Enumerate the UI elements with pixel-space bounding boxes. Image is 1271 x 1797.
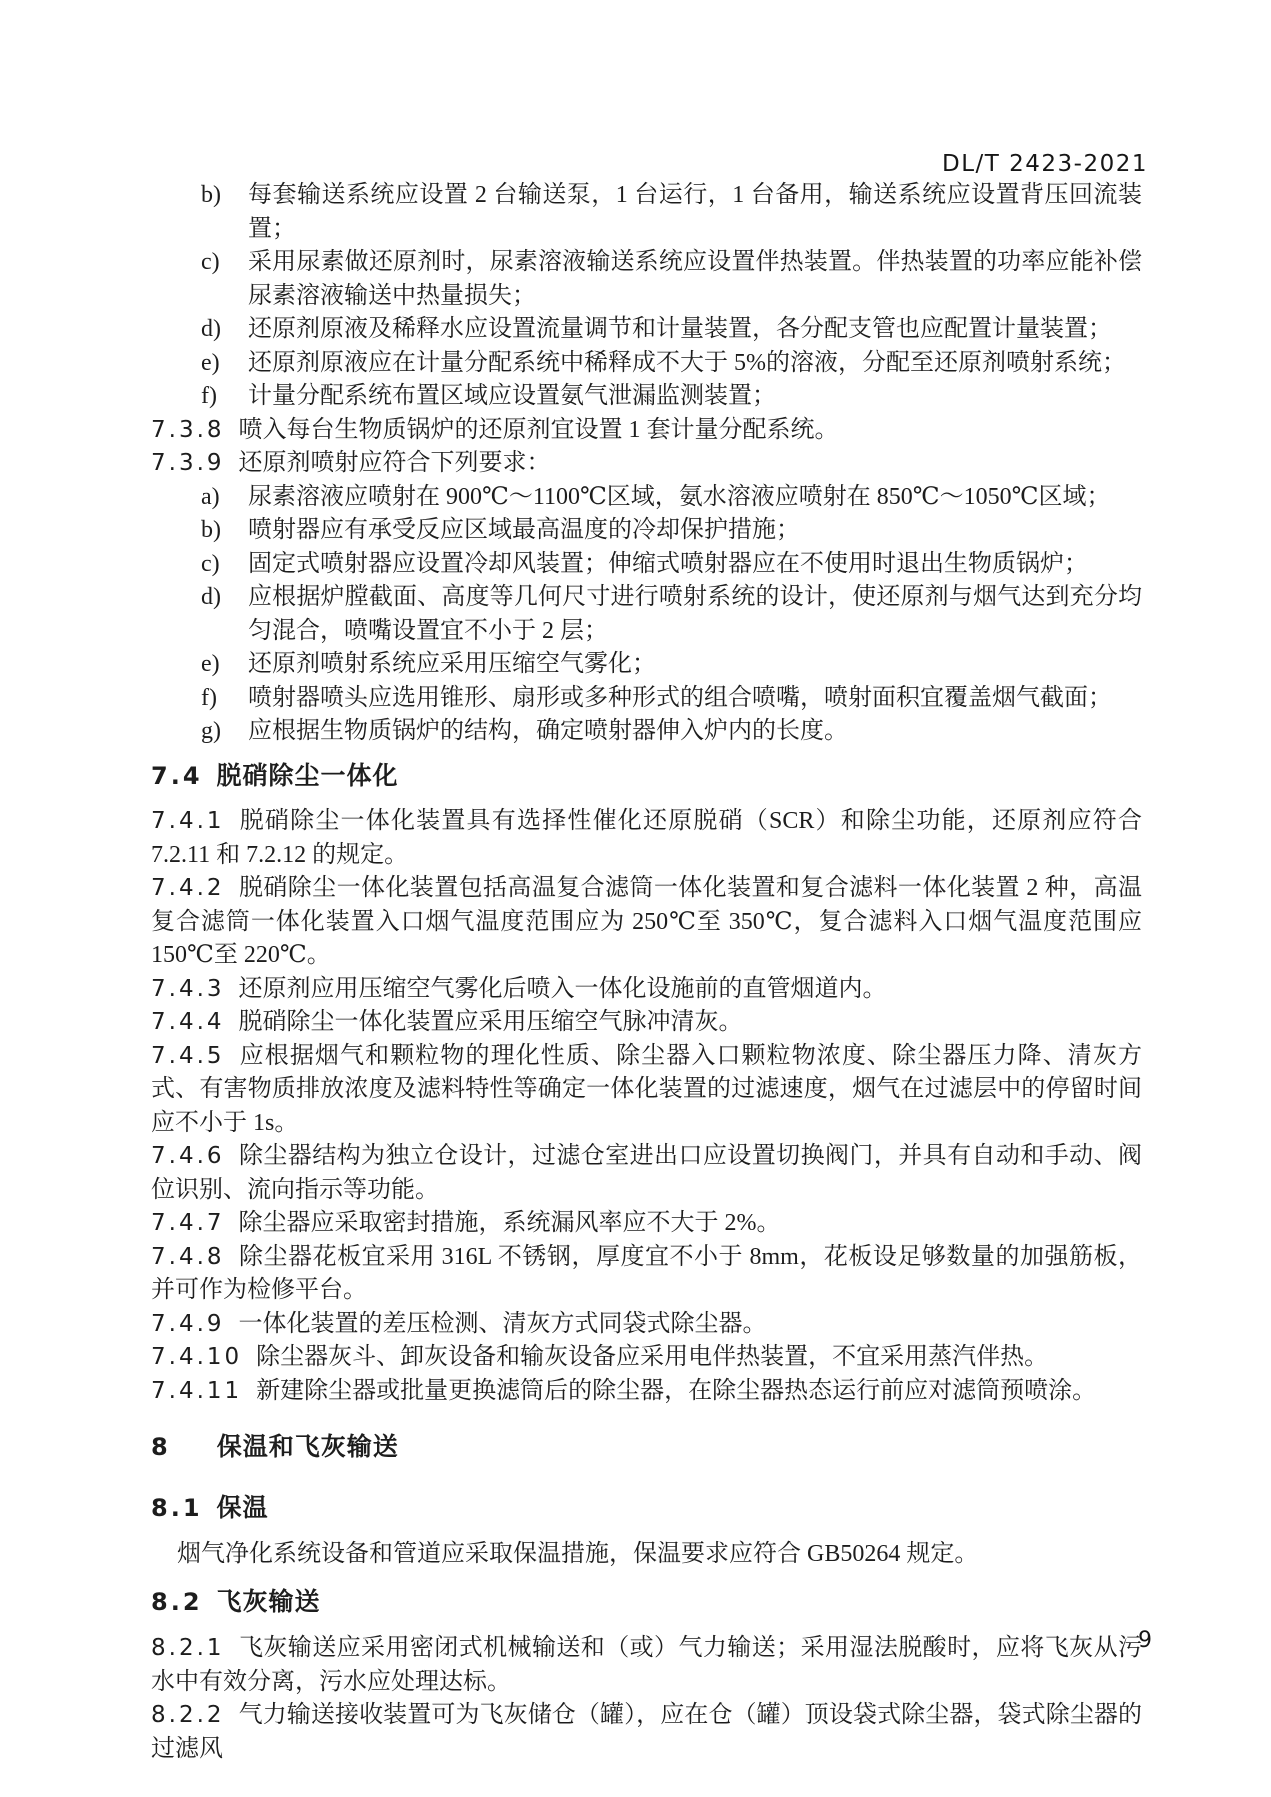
clause-number: 7.4.5 — [151, 1042, 225, 1069]
clause-text: 新建除尘器或批量更换滤筒后的除尘器，在除尘器热态运行前应对滤筒预喷涂。 — [256, 1377, 1097, 1404]
clause-text: 脱硝除尘一体化装置包括高温复合滤筒一体化装置和复合滤料一体化装置 2 种，高温复合滤筒一体化装置入口烟气温度范围应为 250℃至 350℃，复合滤料入口烟气温度范围应 150℃至 220℃。 — [151, 875, 1142, 968]
section-title: 脱硝除尘一体化 — [216, 760, 399, 790]
clause-number: 7.4.4 — [151, 1009, 225, 1035]
item-text: 喷射器应有承受反应区域最高温度的冷却保护措施； — [248, 517, 800, 543]
item-label: g) — [201, 718, 221, 744]
list-item-c — [151, 246, 1142, 313]
list-item-d2 — [151, 581, 1142, 648]
item-text: 还原剂喷射系统应采用压缩空气雾化； — [248, 651, 656, 677]
item-text: 每套输送系统应设置 2 台输送泵，1 台运行，1 台备用，输送系统应设置背压回流装置； — [248, 182, 1142, 242]
item-text: 还原剂原液及稀释水应设置流量调节和计量装置，各分配支管也应配置计量装置； — [248, 316, 1112, 342]
clause-7-3-9 — [151, 447, 1142, 481]
list-item-f2 — [151, 682, 1142, 716]
clause-8-2-2 — [151, 1699, 1142, 1766]
list-item-b — [151, 179, 1142, 246]
clause-text: 脱硝除尘一体化装置应采用压缩空气脉冲清灰。 — [238, 1009, 743, 1035]
clause-text: 一体化装置的差压检测、清灰方式同袋式除尘器。 — [238, 1310, 767, 1337]
list-item-g2 — [151, 715, 1142, 749]
clause-7-3-8 — [151, 414, 1142, 448]
clause-7-4-10 — [151, 1341, 1142, 1375]
clause-text: 除尘器花板宜采用 316L 不锈钢，厚度宜不小于 8mm，花板设足够数量的加强筋板，并可作为检修平台。 — [151, 1243, 1142, 1303]
clause-text: 除尘器灰斗、卸灰设备和输灰设备应采用电伴热装置，不宜采用蒸汽伴热。 — [256, 1344, 1049, 1370]
item-label: d) — [201, 316, 221, 342]
clause-number: 7.4.2 — [151, 875, 225, 901]
chapter-title: 保温和飞灰输送 — [216, 1432, 399, 1461]
clause-7-4-1 — [151, 805, 1142, 872]
item-text: 计量分配系统布置区域应设置氨气泄漏监测装置； — [248, 383, 776, 409]
item-label: d) — [201, 584, 221, 610]
clause-7-4-5 — [151, 1040, 1142, 1141]
section-number: 8.2 — [151, 1587, 203, 1616]
clause-number: 7.4.9 — [151, 1310, 225, 1337]
clause-number: 7.4.10 — [151, 1344, 243, 1370]
page-number: 9 — [1138, 1628, 1152, 1653]
list-item-a2 — [151, 481, 1142, 515]
clause-text: 除尘器结构为独立仓设计，过滤仓室进出口应设置切换阀门，并具有自动和手动、阀位识别、流向指示等功能。 — [151, 1143, 1142, 1203]
clause-number: 8.2.1 — [151, 1635, 225, 1661]
item-label: c) — [201, 249, 220, 275]
list-item-f — [151, 380, 1142, 414]
item-text: 还原剂原液应在计量分配系统中稀释成不大于 5%的溶液，分配至还原剂喷射系统； — [248, 349, 1126, 376]
clause-text: 除尘器应采取密封措施，系统漏风率应不大于 2%。 — [238, 1210, 781, 1236]
section-heading-8-1 — [151, 1491, 1142, 1526]
clause-7-4-8 — [151, 1241, 1142, 1308]
clause-text: 喷入每台生物质锅炉的还原剂宜设置 1 套计量分配系统。 — [238, 416, 839, 443]
chapter-heading-8 — [151, 1430, 1142, 1465]
clause-7-4-7 — [151, 1207, 1142, 1241]
clause-number: 7.4.6 — [151, 1143, 225, 1169]
item-text: 喷射器喷头应选用锥形、扇形或多种形式的组合喷嘴，喷射面积宜覆盖烟气截面； — [248, 684, 1112, 711]
clause-7-4-3 — [151, 973, 1142, 1007]
section-title: 飞灰输送 — [216, 1586, 321, 1616]
item-label: f) — [201, 383, 217, 409]
section-heading-8-2 — [151, 1585, 1142, 1620]
item-label: c) — [201, 550, 220, 577]
chapter-number: 8 — [151, 1433, 171, 1461]
clause-number: 8.2.2 — [151, 1702, 225, 1728]
list-item-d — [151, 313, 1142, 347]
clause-8-2-1 — [151, 1632, 1142, 1699]
list-item-e2 — [151, 648, 1142, 682]
clause-number: 7.4.1 — [151, 808, 225, 834]
section-number: 7.4 — [151, 761, 203, 790]
clause-number: 7.3.8 — [151, 416, 225, 443]
clause-text: 气力输送接收装置可为飞灰储仓（罐），应在仓（罐）顶设袋式除尘器，袋式除尘器的过滤风 — [151, 1702, 1142, 1762]
clause-number: 7.3.9 — [151, 450, 225, 476]
document-body — [151, 179, 1142, 1766]
item-label: e) — [201, 651, 220, 677]
clause-text: 脱硝除尘一体化装置具有选择性催化还原脱硝（SCR）和除尘功能，还原剂应符合 7.2.11 和 7.2.12 的规定。 — [151, 808, 1142, 868]
list-item-b2 — [151, 514, 1142, 548]
clause-7-4-11 — [151, 1375, 1142, 1409]
clause-text: 飞灰输送应采用密闭式机械输送和（或）气力输送；采用湿法脱酸时，应将飞灰从污水中有效分离，污水应处理达标。 — [151, 1635, 1142, 1695]
clause-text: 应根据烟气和颗粒物的理化性质、除尘器入口颗粒物浓度、除尘器压力降、清灰方式、有害物质排放浓度及滤料特性等确定一体化装置的过滤速度，烟气在过滤层中的停留时间应不小于 1s。 — [151, 1042, 1142, 1136]
item-label: e) — [201, 349, 220, 376]
clause-text: 还原剂应用压缩空气雾化后喷入一体化设施前的直管烟道内。 — [238, 975, 887, 1002]
item-label: f) — [201, 684, 217, 711]
item-text: 采用尿素做还原剂时，尿素溶液输送系统应设置伴热装置。伴热装置的功率应能补偿尿素溶液输送中热量损失； — [248, 249, 1142, 309]
doc-code: DL/T 2423-2021 — [942, 151, 1148, 177]
item-label: b) — [201, 517, 221, 543]
item-text: 应根据生物质锅炉的结构，确定喷射器伸入炉内的长度。 — [248, 718, 848, 744]
item-label: b) — [201, 182, 221, 208]
clause-number: 7.4.3 — [151, 975, 225, 1002]
item-text: 固定式喷射器应设置冷却风装置；伸缩式喷射器应在不使用时退出生物质锅炉； — [248, 550, 1088, 577]
list-item-c2 — [151, 548, 1142, 582]
clause-7-4-2 — [151, 872, 1142, 973]
clause-number: 7.4.8 — [151, 1243, 225, 1270]
clause-number: 7.4.7 — [151, 1210, 225, 1236]
item-text: 尿素溶液应喷射在 900℃～1100℃区域，氨水溶液应喷射在 850℃～1050℃区域； — [248, 483, 1111, 510]
item-label: a) — [201, 483, 220, 510]
section-title: 保温 — [216, 1492, 269, 1522]
item-text: 应根据炉膛截面、高度等几何尺寸进行喷射系统的设计，使还原剂与烟气达到充分均匀混合，喷嘴设置宜不小于 2 层； — [248, 584, 1142, 644]
paragraph-8-1: 烟气净化系统设备和管道应采取保温措施，保温要求应符合 GB50264 规定。 — [177, 1541, 979, 1567]
list-item-e — [151, 347, 1142, 381]
clause-7-4-9 — [151, 1308, 1142, 1342]
section-heading-7-4 — [151, 759, 1142, 794]
clause-number: 7.4.11 — [151, 1377, 243, 1404]
clause-text: 还原剂喷射应符合下列要求： — [238, 450, 551, 476]
clause-7-4-4 — [151, 1006, 1142, 1040]
section-number: 8.1 — [151, 1493, 203, 1522]
clause-7-4-6 — [151, 1140, 1142, 1207]
